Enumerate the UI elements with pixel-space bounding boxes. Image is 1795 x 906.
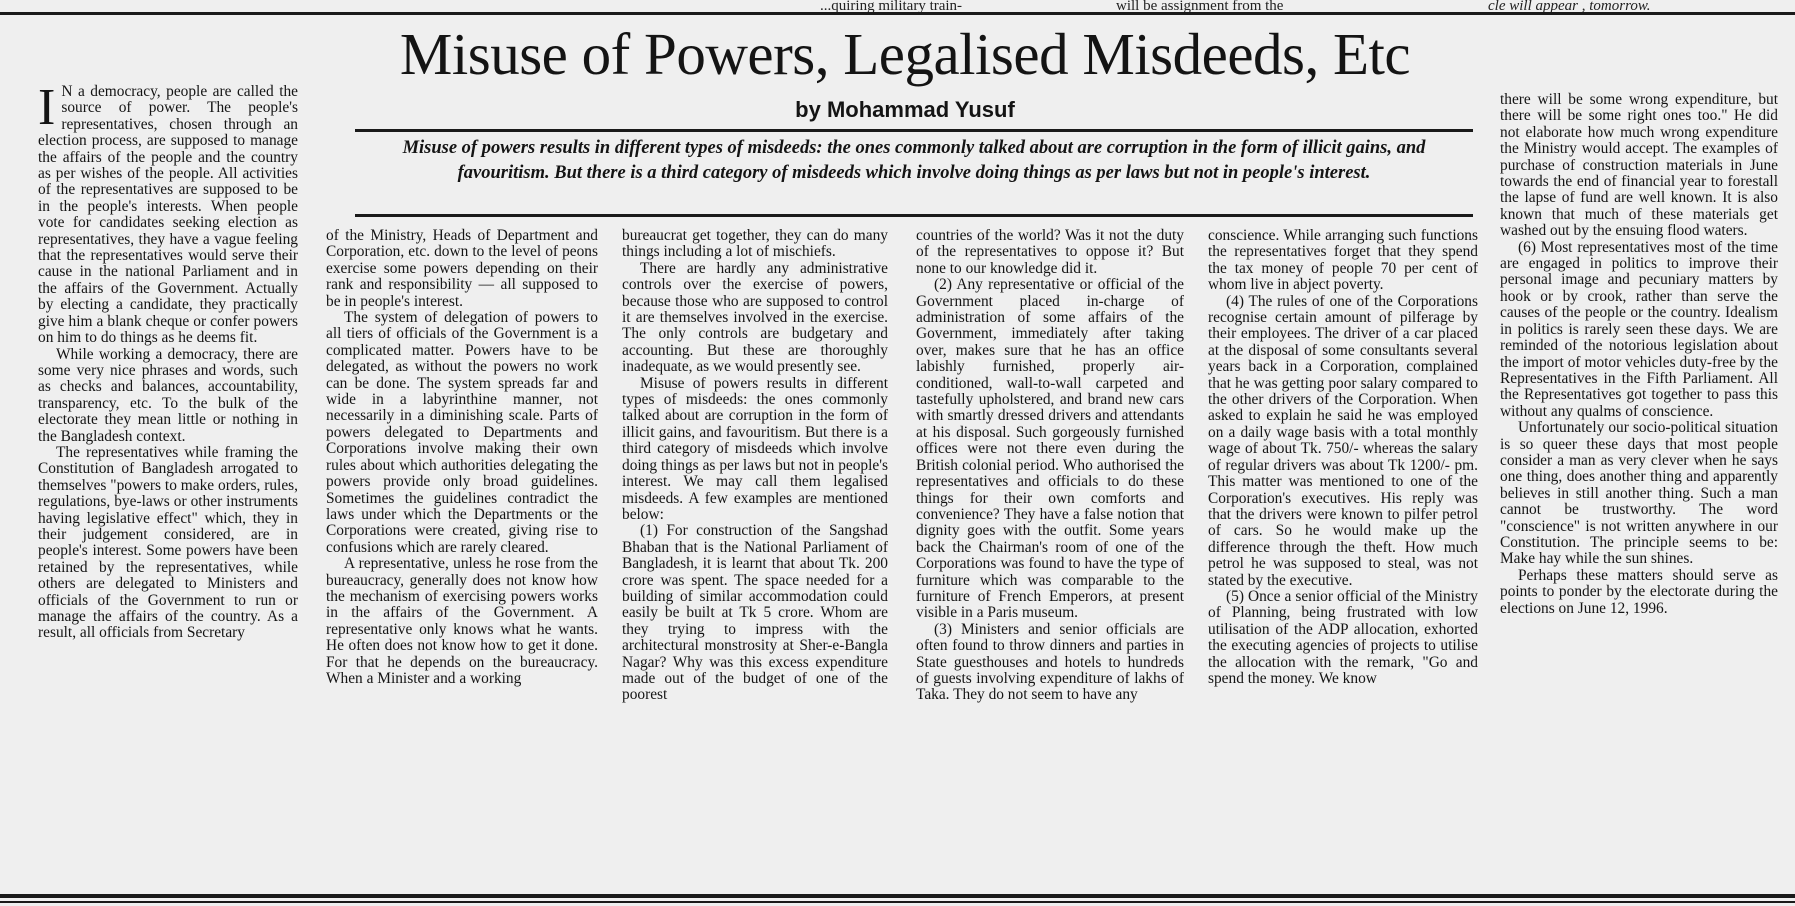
paragraph-3-4: (1) For construction of the Sangshad Bhaban that is the National Parliament of Bangladesh, it is learnt that about Tk. 200 crore was spent. The space needed for a building of similar accommodation could easily be built at Tk 5 crore. Whom are they trying to impress with the architectural monstrosity at Sher-e-Bangla Nagar? Why was this excess expenditure made out of the budget of one of the poorest	[622, 522, 888, 704]
bottom-rule-secondary	[0, 901, 1795, 903]
paragraph-4-3: (3) Ministers and senior officials are often found to throw dinners and parties in State guesthouses and hotels to hundreds of guests involving expenditure of lakhs of Taka. They do not seem to have any	[916, 620, 1184, 704]
top-fragment-middle: will be assignment from the	[1116, 0, 1284, 12]
article-column-5	[1208, 228, 1478, 687]
paragraph-2-1: of the Ministry, Heads of Department and Corporation, etc. down to the level of peons exercise some powers depending on their rank and responsibility — all supposed to be in people's interest.	[326, 227, 598, 310]
deck: Misuse of powers results in different types of misdeeds: the ones commonly talked about are corruption in the form of illicit gains, and favouritism. But there is a third category of misdeeds which involve doing things as per laws but not in people's interest.	[402, 138, 1426, 183]
paragraph-6-3: Unfortunately our socio-political situation is so queer these days that most people consider a man as very clever when he says one thing, does another thing and apparently believes in still another thing. Such a man cannot be trustworthy. The word "conscience" is not written anywhere in our Constitution. The principle seems to be: Make hay while the sun shines.	[1500, 419, 1778, 568]
article-column-6	[1500, 92, 1778, 617]
deck-rule-top	[355, 129, 1473, 132]
top-fragment-right: cle will appear , tomorrow.	[1488, 0, 1651, 12]
paragraph-4-2: (2) Any representative or official of the Government placed in-charge of administration of some affairs of the Government, immediately after taking over, makes sure that he has an office labishly furnished, properly air-conditioned, wall-to-wall carpeted and tastefully upholstered, and brand new cars with smartly dressed drivers and attendants at his disposal. Such gorgeously furnished offices were not there even during the British colonial period. Who authorised the representatives and officials to do these things for their own comforts and convenience? They have a false notion that dignity goes with the outfit. Some years back the Chairman's room of one of the Corporations was found to have the type of furniture which was comparable to the furniture of French Emperors, at present visible in a Paris museum.	[916, 276, 1184, 622]
paragraph-6-2: (6) Most representatives most of the time are engaged in politics to improve their personal image and pecuniary matters by hook or by crook, rather than serve the causes of the people or the country. Idealism in politics is rarely seen these days. We are reminded of the notorious legislation about the import of motor vehicles duty-free by the Representatives in the Fifth Parliament. All the Representatives got together to pass this without any qualms of conscience.	[1500, 238, 1778, 420]
paragraph-6-1: there will be some wrong expenditure, but there will be some right ones too." He did not elaborate how much wrong expenditure the Ministry would accept. The examples of purchase of construction materials in June towards the end of financial year to forestall the lapse of fund are well known. It is also known that much of these materials get washed out by the ensuing flood waters.	[1500, 91, 1778, 240]
article-column-1	[38, 79, 298, 642]
paragraph-1-1-text: N a democracy, people are called the source of power. The people's representatives, chosen through an election process, are supposed to manage the affairs of the people and the country as per wishes of the people. All activities of the representatives are supposed to be in the people's interests. When people vote for candidates seeking election as representatives, they have a vague feeling that the representatives would serve their cause in the national Parliament and in the affairs of the Government. Actually by electing a candidate, they practically give him a blank cheque or confer powers on him to do things as he deems fit.	[38, 83, 298, 347]
paragraph-2-2: The system of delegation of powers to all tiers of officials of the Government is a complicated matter. Powers have to be delegated, as without the powers no work can be done. The system spreads far and wide in a labyrinthine manner, not necessarily in a diminishing scale. Parts of powers delegated to Departments and Corporations involve making their own rules about which authorities delegating the powers provide only broad guidelines. Sometimes the guidelines contradict the laws under which the Departments or the Corporations were created, giving rise to confusions which are rarely cleared.	[326, 309, 598, 556]
article-column-2	[326, 228, 598, 687]
article-column-4	[916, 228, 1184, 704]
paragraph-5-1: conscience. While arranging such functions the representatives forget that they spend the tax money of people 70 per cent of whom live in abject poverty.	[1208, 227, 1478, 294]
bottom-rule	[0, 894, 1795, 898]
paragraph-2-3: A representative, unless he rose from the bureaucracy, generally does not know how the mechanism of exercising powers works in the affairs of the Government. A representative only knows what he wants. He often does not know how to get it done. For that he depends on the bureaucracy. When a Minister and a working	[326, 555, 598, 687]
paragraph-1-1	[38, 79, 298, 347]
top-fragment-left: ...quiring military train-	[820, 0, 963, 12]
paragraph-5-2: (4) The rules of one of the Corporations recognise certain amount of pilferage by their employees. The driver of a car placed at the disposal of some consultants several years back in a Corporation, complained that he was getting poor salary compared to the other drivers of the Corporation. When asked to explain he said he was employed on a daily wage basis with a total monthly wage of about Tk. 750/- whereas the salary of regular drivers was about Tk 1200/- pm. This matter was mentioned to one of the Corporation's executives. His reply was that the drivers were known to pilfer petrol of cars. So he would make up the difference through the theft. How much petrol he was supposed to steal, was not stated by the executive.	[1208, 292, 1478, 589]
paragraph-3-2: There are hardly any administrative controls over the exercise of powers, because those who are supposed to control it are themselves involved in the exercise. The only controls are budgetary and accounting. But these are thoroughly inadequate, as we would presently see.	[622, 259, 888, 376]
drop-cap: I	[38, 79, 56, 136]
paragraph-3-3: Misuse of powers results in different types of misdeeds: the ones commonly talked about are corruption in the form of illicit gains, and favouritism. But there is a third category of misdeeds which involve doing things as per laws but not in people's interest. We may call them legalised misdeeds. A few examples are mentioned below:	[622, 374, 888, 523]
paragraph-4-1: countries of the world? Was it not the duty of the representatives to oppose it? But none to our knowledge did it.	[916, 227, 1184, 277]
headline: Misuse of Powers, Legalised Misdeeds, Etc	[399, 21, 1411, 87]
paragraph-6-4: Perhaps these matters should serve as points to ponder by the electorate during the elections on June 12, 1996.	[1500, 566, 1778, 617]
paragraph-1-3: The representatives while framing the Constitution of Bangladesh arrogated to themselves "powers to make orders, rules, regulations, bye-laws or other instruments having legislative effect" which, they in their judgement considered, are in people's interest. Some powers have been retained by the representatives, while others are delegated to Ministers and officials of the Government to run or manage the affairs of the country. As a result, all officials from Secretary	[38, 443, 298, 642]
byline: by Mohammad Yusuf	[795, 97, 1015, 122]
article-column-3	[622, 228, 888, 704]
paragraph-5-3: (5) Once a senior official of the Ministry of Planning, being frustrated with low utilisation of the ADP allocation, exhorted the executing agencies of projects to utilise the allocation with the remark, "Go and spend the money. We know	[1208, 587, 1478, 687]
paragraph-3-1: bureaucrat get together, they can do many things including a lot of mischiefs.	[622, 227, 888, 261]
paragraph-1-2: While working a democracy, there are some very nice phrases and words, such as checks and balances, accountability, transparency, etc. To the bulk of the electorate they mean little or nothing in the Bangladesh context.	[38, 345, 298, 445]
deck-rule-bottom	[355, 214, 1473, 217]
